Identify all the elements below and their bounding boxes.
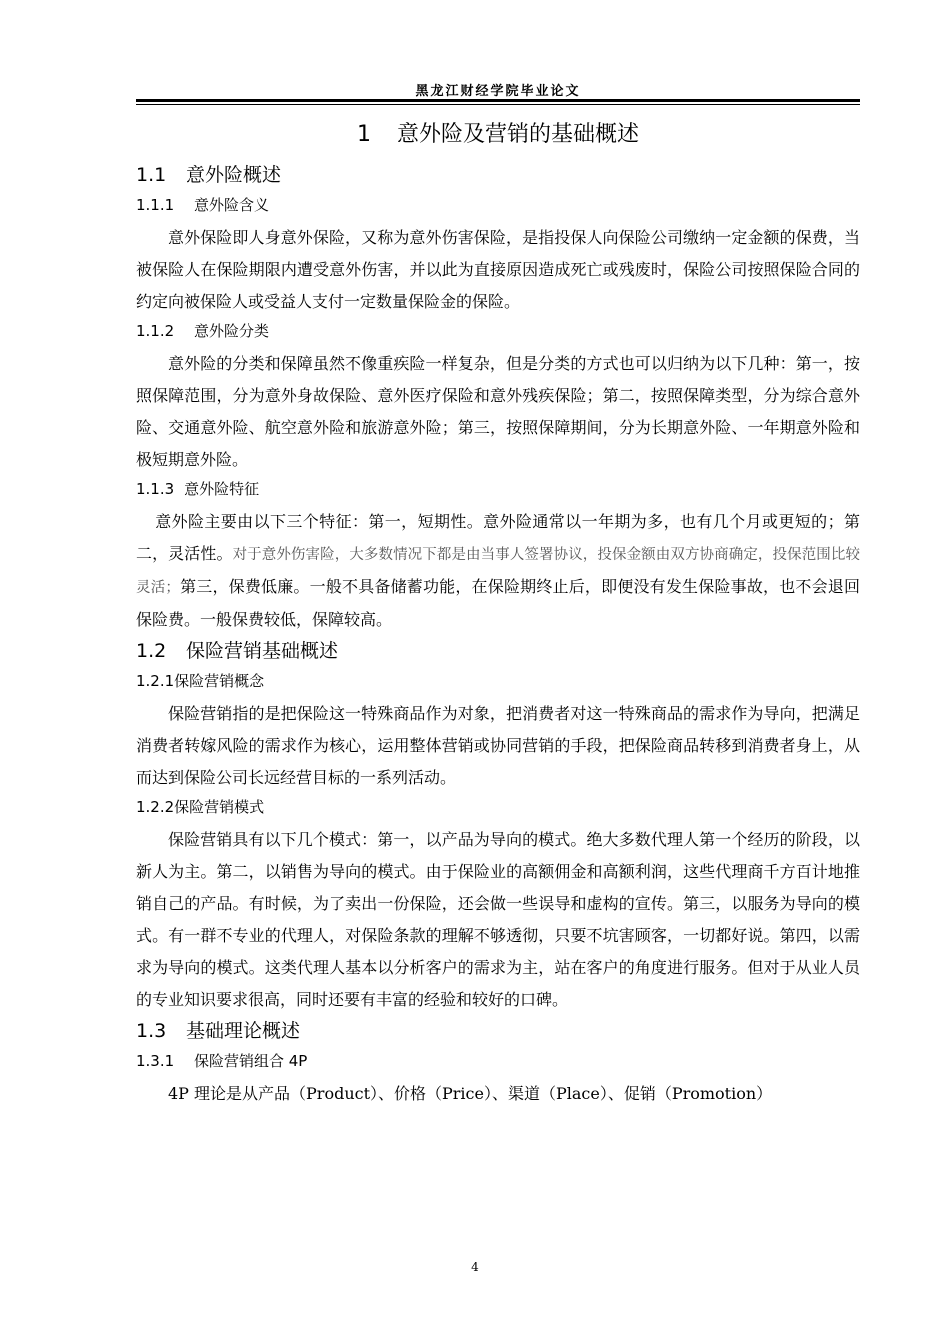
paragraph-marketing-concept: 保险营销指的是把保险这一特殊商品作为对象，把消费者对这一特殊商品的需求作为导向，把满足消费者转嫁风险的需求作为核心，运用整体营销或协同营销的手段，把保险商品转移到消费者身上，从而达到保险公司长远经营目标的一系列活动。 bbox=[136, 704, 860, 787]
chapter-number: 1 bbox=[356, 122, 371, 147]
section-1-2-1-heading bbox=[136, 668, 860, 698]
section-number: 1.3 bbox=[136, 1020, 167, 1042]
section-1-1-1-heading bbox=[136, 192, 860, 222]
section-title: 基础理论概述 bbox=[186, 1020, 301, 1042]
page-content bbox=[136, 118, 860, 1110]
section-title: 保险营销基础概述 bbox=[186, 640, 339, 662]
section-number: 1.1.1 bbox=[136, 196, 175, 214]
section-title: 保险营销概念 bbox=[174, 672, 265, 690]
section-1-3-1-heading bbox=[136, 1048, 860, 1078]
features-text-b: 对于意外伤害险，大多数情况下都是由当事人签署协议，投保金额由双方协商确定，投保范围比较灵活； bbox=[136, 547, 860, 596]
section-1-1-3-heading bbox=[136, 476, 860, 506]
paragraph-4p-theory: 4P 理论是从产品（Product）、价格（Price）、渠道（Place）、促销（Promotion） bbox=[168, 1084, 773, 1103]
header-rule-thin bbox=[136, 104, 860, 105]
features-text-c: 第三，保费低廉。一般不具备储蓄功能，在保险期终止后，即便没有发生保险事故，也不会退回保险费。一般保费较低，保障较高。 bbox=[136, 577, 860, 629]
running-header: 黑龙江财经学院毕业论文 bbox=[415, 84, 581, 99]
paragraph-classification: 意外险的分类和保障虽然不像重疾险一样复杂，但是分类的方式也可以归纳为以下几种：第一，按照保障范围，分为意外身故保险、意外医疗保险和意外残疾保险；第二，按照保障类型，分为综合意外险、交通意外险、航空意外险和旅游意外险；第三，按照保障期间，分为长期意外险、一年期意外险和极短期意外险。 bbox=[136, 354, 860, 469]
features-text-a: 意外险主要由以下三个特征：第一，短期性。意外险通常以一年期为多，也有几个月或更短的；第二，灵活性。 bbox=[136, 512, 860, 563]
section-title: 意外险含义 bbox=[194, 196, 270, 214]
section-number: 1.2 bbox=[136, 640, 167, 662]
chapter-title-text: 意外险及营销的基础概述 bbox=[396, 122, 639, 147]
section-title: 意外险概述 bbox=[186, 164, 282, 186]
section-title: 保险营销组合 4P bbox=[194, 1052, 308, 1070]
section-number: 1.1.3 bbox=[136, 480, 175, 498]
section-1-2-heading bbox=[136, 636, 860, 668]
section-1-2-2-heading bbox=[136, 794, 860, 824]
section-number: 1.1.2 bbox=[136, 322, 175, 340]
chapter-title bbox=[136, 118, 860, 160]
section-number: 1.1 bbox=[136, 164, 167, 186]
header-rule-thick bbox=[136, 99, 860, 102]
paragraph-definition: 意外保险即人身意外保险，又称为意外伤害保险，是指投保人向保险公司缴纳一定金额的保费，当被保险人在保险期限内遭受意外伤害，并以此为直接原因造成死亡或残废时，保险公司按照保险合同的约定向被保险人或受益人支付一定数量保险金的保险。 bbox=[136, 228, 860, 311]
section-1-1-heading bbox=[136, 160, 860, 192]
section-number: 1.2.1 bbox=[136, 672, 175, 690]
section-number: 1.3.1 bbox=[136, 1052, 175, 1070]
paragraph-marketing-modes: 保险营销具有以下几个模式：第一，以产品为导向的模式。绝大多数代理人第一个经历的阶段，以新人为主。第二，以销售为导向的模式。由于保险业的高额佣金和高额利润，这些代理商千方百计地推销自己的产品。有时候，为了卖出一份保险，还会做一些误导和虚构的宣传。第三，以服务为导向的模式。有一群不专业的代理人，对保险条款的理解不够透彻，只要不坑害顾客，一切都好说。第四，以需求为导向的模式。这类代理人基本以分析客户的需求为主，站在客户的角度进行服务。但对于从业人员的专业知识要求很高，同时还要有丰富的经验和较好的口碑。 bbox=[136, 830, 860, 1009]
section-number: 1.2.2 bbox=[136, 798, 175, 816]
page-number: 4 bbox=[471, 1260, 479, 1274]
section-1-3-heading bbox=[136, 1016, 860, 1048]
section-title: 意外险分类 bbox=[194, 322, 270, 340]
paragraph-features bbox=[136, 506, 860, 636]
section-title: 意外险特征 bbox=[184, 480, 260, 498]
section-1-1-2-heading bbox=[136, 318, 860, 348]
section-title: 保险营销模式 bbox=[174, 798, 265, 816]
